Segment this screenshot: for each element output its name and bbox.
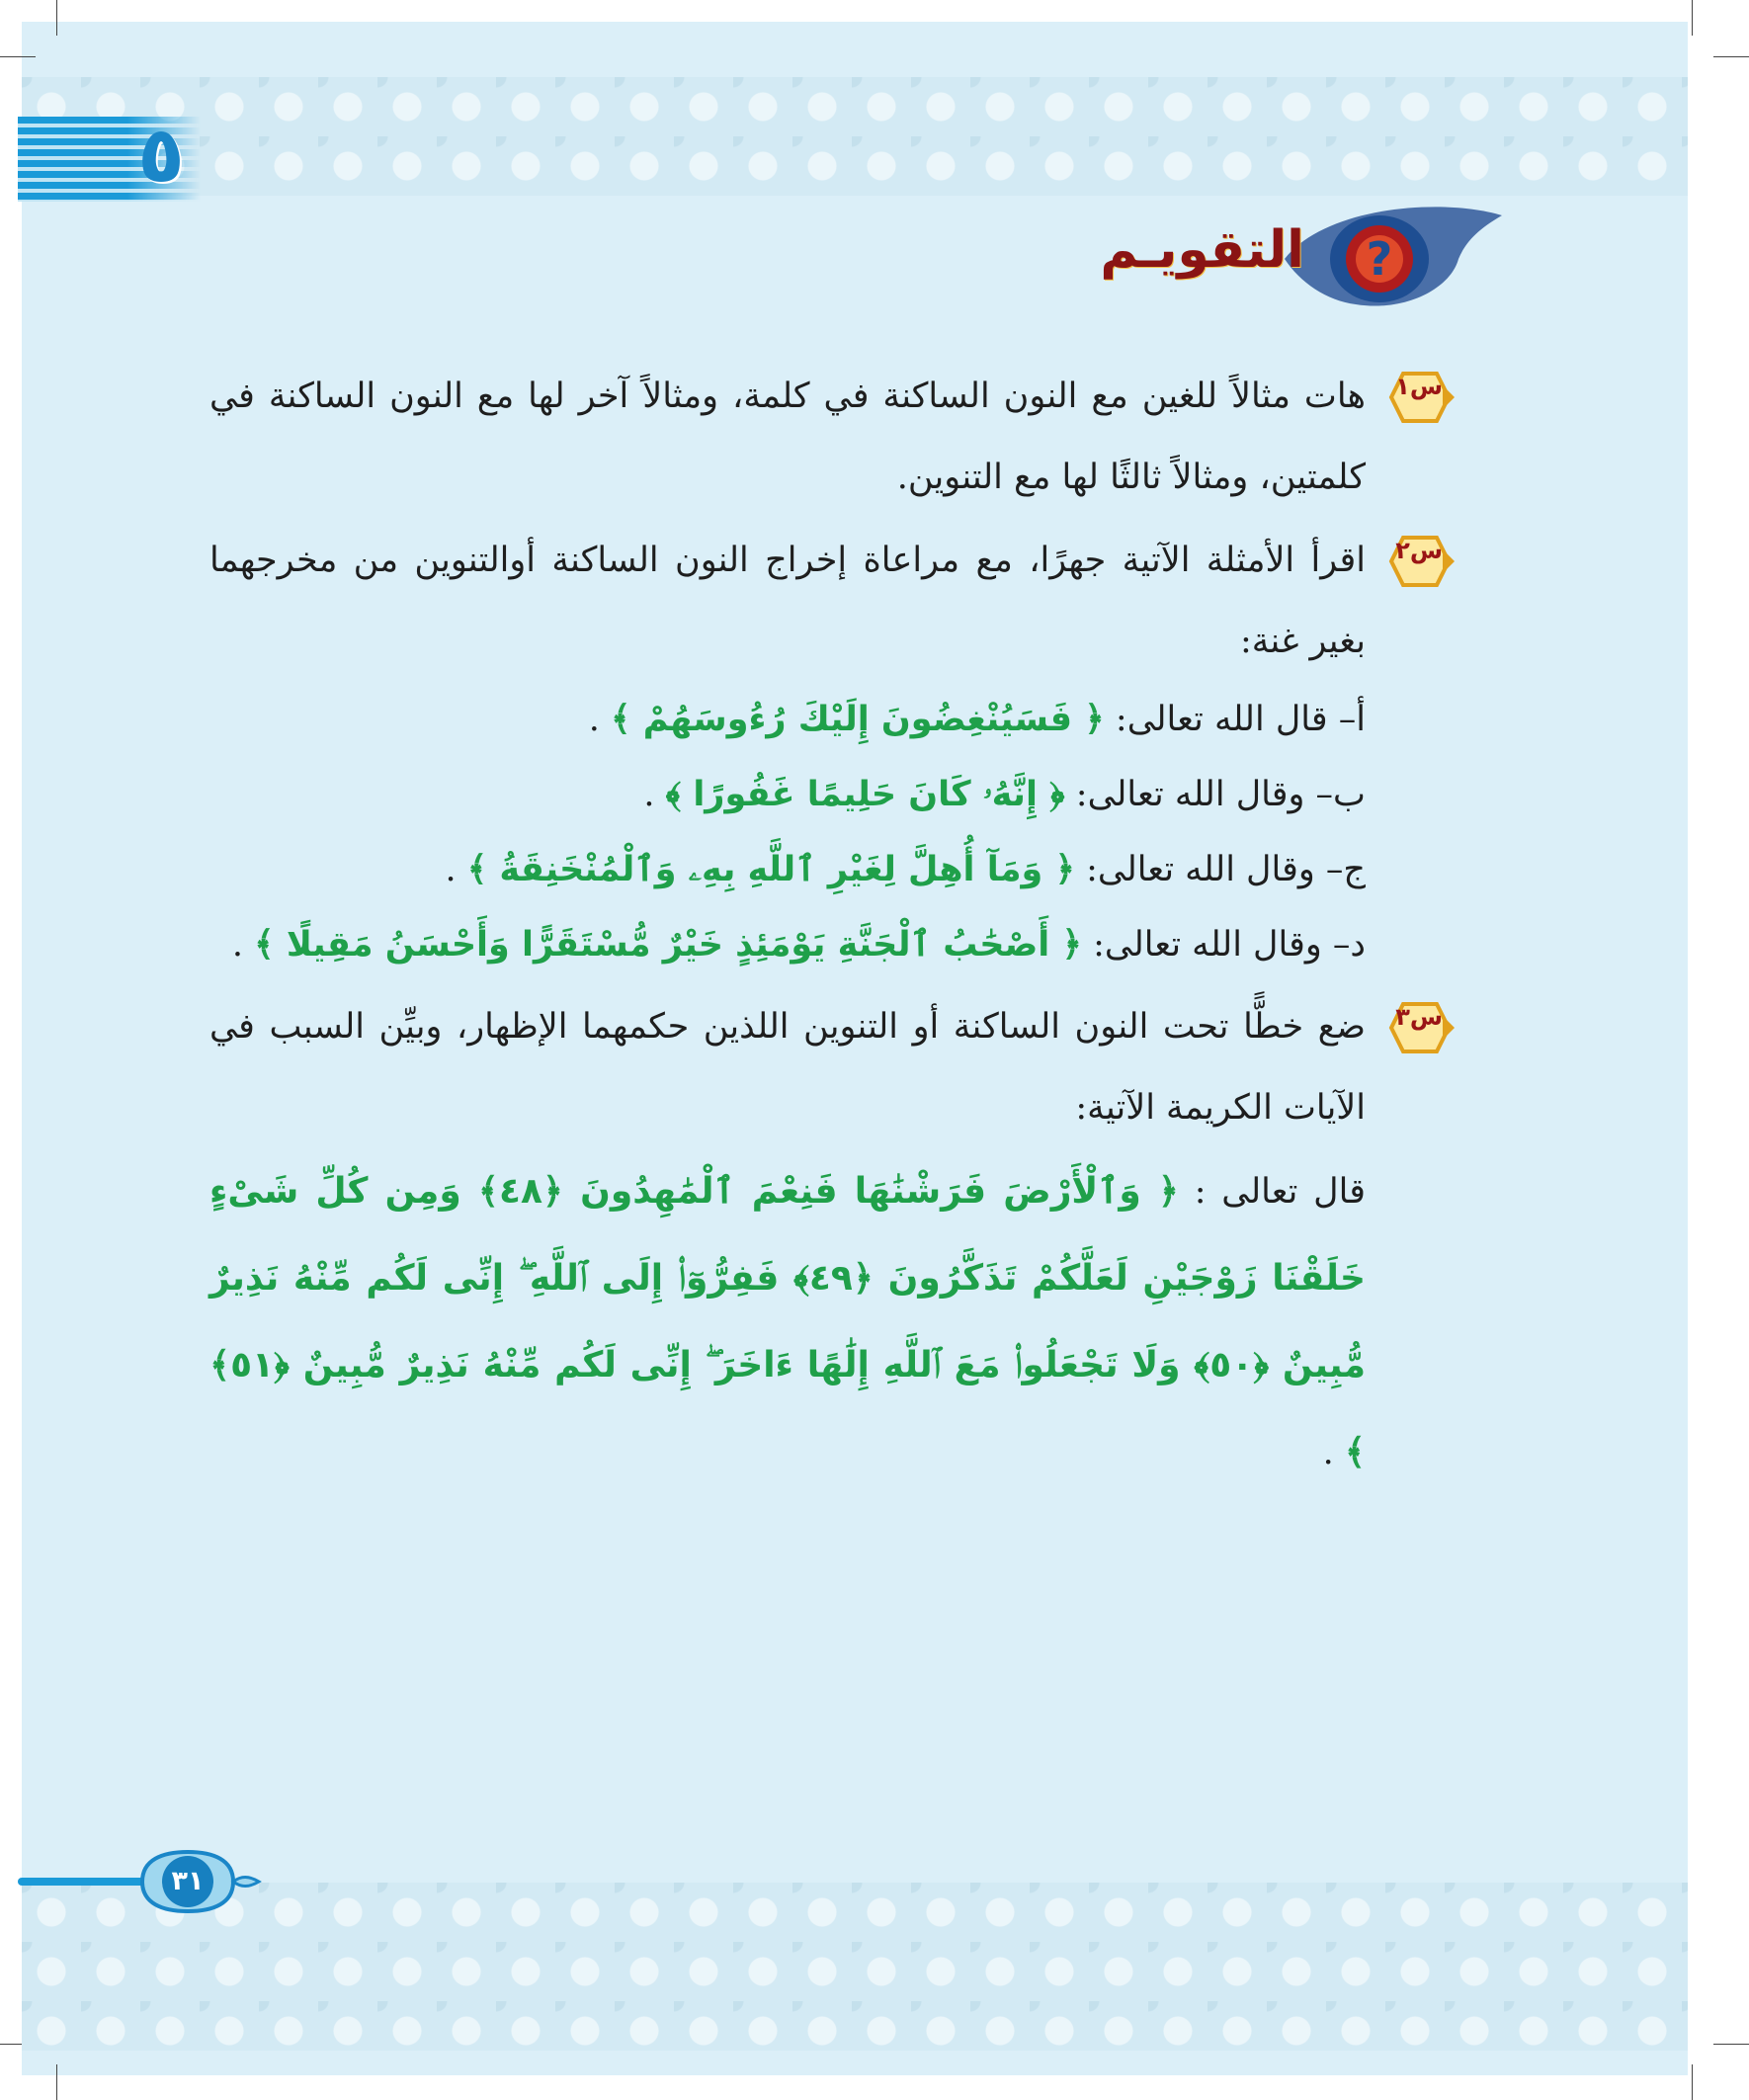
crop-mark <box>1692 0 1693 36</box>
header-ornament-band <box>22 77 1688 196</box>
quran-verse: ﴿ أَصْحَٰبُ ٱلْجَنَّةِ يَوْمَئِذٍ خَيْرٌ مُّسْتَقَرًّا وَأَحْسَنُ مَقِيلًا ﴾ <box>254 925 1082 965</box>
quran-verse: ﴿ وَمَآ أُهِلَّ لِغَيْرِ ٱللَّهِ بِهِۦ وَٱلْمُنْخَنِقَةُ ﴾ <box>466 850 1075 889</box>
example-c <box>209 832 1457 907</box>
verse-end: . <box>1322 1433 1334 1472</box>
question-1 <box>209 356 1457 518</box>
example-end: . <box>588 700 600 739</box>
page-number-badge <box>18 1846 275 1917</box>
page-ornament-icon <box>18 1846 275 1917</box>
example-label: د– وقال الله تعالى: <box>1093 925 1366 965</box>
eye-question-icon <box>1277 198 1504 316</box>
example-end: . <box>445 850 457 889</box>
example-d <box>209 907 1457 982</box>
section-heading: التقويـم <box>1100 220 1304 280</box>
quran-verse: ﴿ فَسَيُنْغِضُونَ إِلَيْكَ رُءُوسَهُمْ ﴾ <box>611 700 1105 739</box>
page-number: ٣١ <box>162 1856 213 1907</box>
question-text: اقرأ الأمثلة الآتية جهرًا، مع مراعاة إخراج النون الساكنة أوالتنوين من مخرجهما بغير غنة: <box>209 541 1366 661</box>
example-end: . <box>643 775 655 814</box>
exercise-content <box>209 356 1457 1496</box>
question-text: ضع خطًّا تحت النون الساكنة أو التنوين اللذين حكمهما الإظهار، وبيِّن السبب في الآيات الكريمة الآتية: <box>209 1007 1366 1128</box>
example-b <box>209 757 1457 832</box>
question-3 <box>209 986 1457 1148</box>
crop-mark <box>1692 2064 1693 2100</box>
example-label: أ– قال الله تعالى: <box>1115 700 1366 739</box>
question-text: هات مثالاً للغين مع النون الساكنة في كلمة، ومثالاً آخر لها مع النون الساكنة في كلمتين، ومثالاً ثالثًا لها مع التنوين. <box>209 377 1366 497</box>
question-number: س٢ <box>1395 537 1443 564</box>
question-badge <box>1387 370 1457 425</box>
crop-mark <box>56 2064 57 2100</box>
verses-block <box>209 1148 1457 1496</box>
verse-label: قال تعالى : <box>1194 1172 1366 1212</box>
quran-verse: ﴿ إِنَّهُۥ كَانَ حَلِيمًا غَفُورًا ﴾ <box>665 775 1065 814</box>
question-badge <box>1387 1000 1457 1055</box>
question-number: س٣ <box>1395 1003 1443 1031</box>
example-label: ج– وقال الله تعالى: <box>1086 850 1366 889</box>
crop-mark <box>1713 56 1749 57</box>
crop-mark <box>0 56 36 57</box>
quran-verse: ﴿ وَٱلْأَرْضَ فَرَشْنَٰهَا فَنِعْمَ ٱلْمَٰهِدُونَ ﴿٤٨﴾ وَمِن كُلِّ شَىْءٍ خَلَقْنَا زَوْجَيْنِ لَعَلَّكُمْ تَذَكَّرُونَ ﴿٤٩﴾ فَفِرُّوٓا۟ إِلَى ٱللَّهِ ۖ إِنِّى لَكُم مِّنْهُ نَذِيرٌ مُّبِينٌ ﴿٥٠﴾ وَلَا تَجْعَلُوا۟ مَعَ ٱللَّهِ إِلَٰهًا ءَاخَرَ ۖ إِنِّى لَكُم مِّنْهُ نَذِيرٌ مُّبِينٌ ﴿٥١﴾ ﴾ <box>209 1171 1367 1472</box>
crop-mark <box>56 0 57 36</box>
question-number: س١ <box>1395 373 1443 400</box>
example-label: ب– وقال الله تعالى: <box>1075 775 1366 814</box>
svg-text:?: ? <box>1366 232 1393 286</box>
example-a <box>209 682 1457 757</box>
question-badge <box>1387 534 1457 589</box>
question-2 <box>209 520 1457 682</box>
crop-mark <box>1713 2044 1749 2045</box>
example-end: . <box>231 925 243 965</box>
unit-number: ٥ <box>137 111 185 200</box>
